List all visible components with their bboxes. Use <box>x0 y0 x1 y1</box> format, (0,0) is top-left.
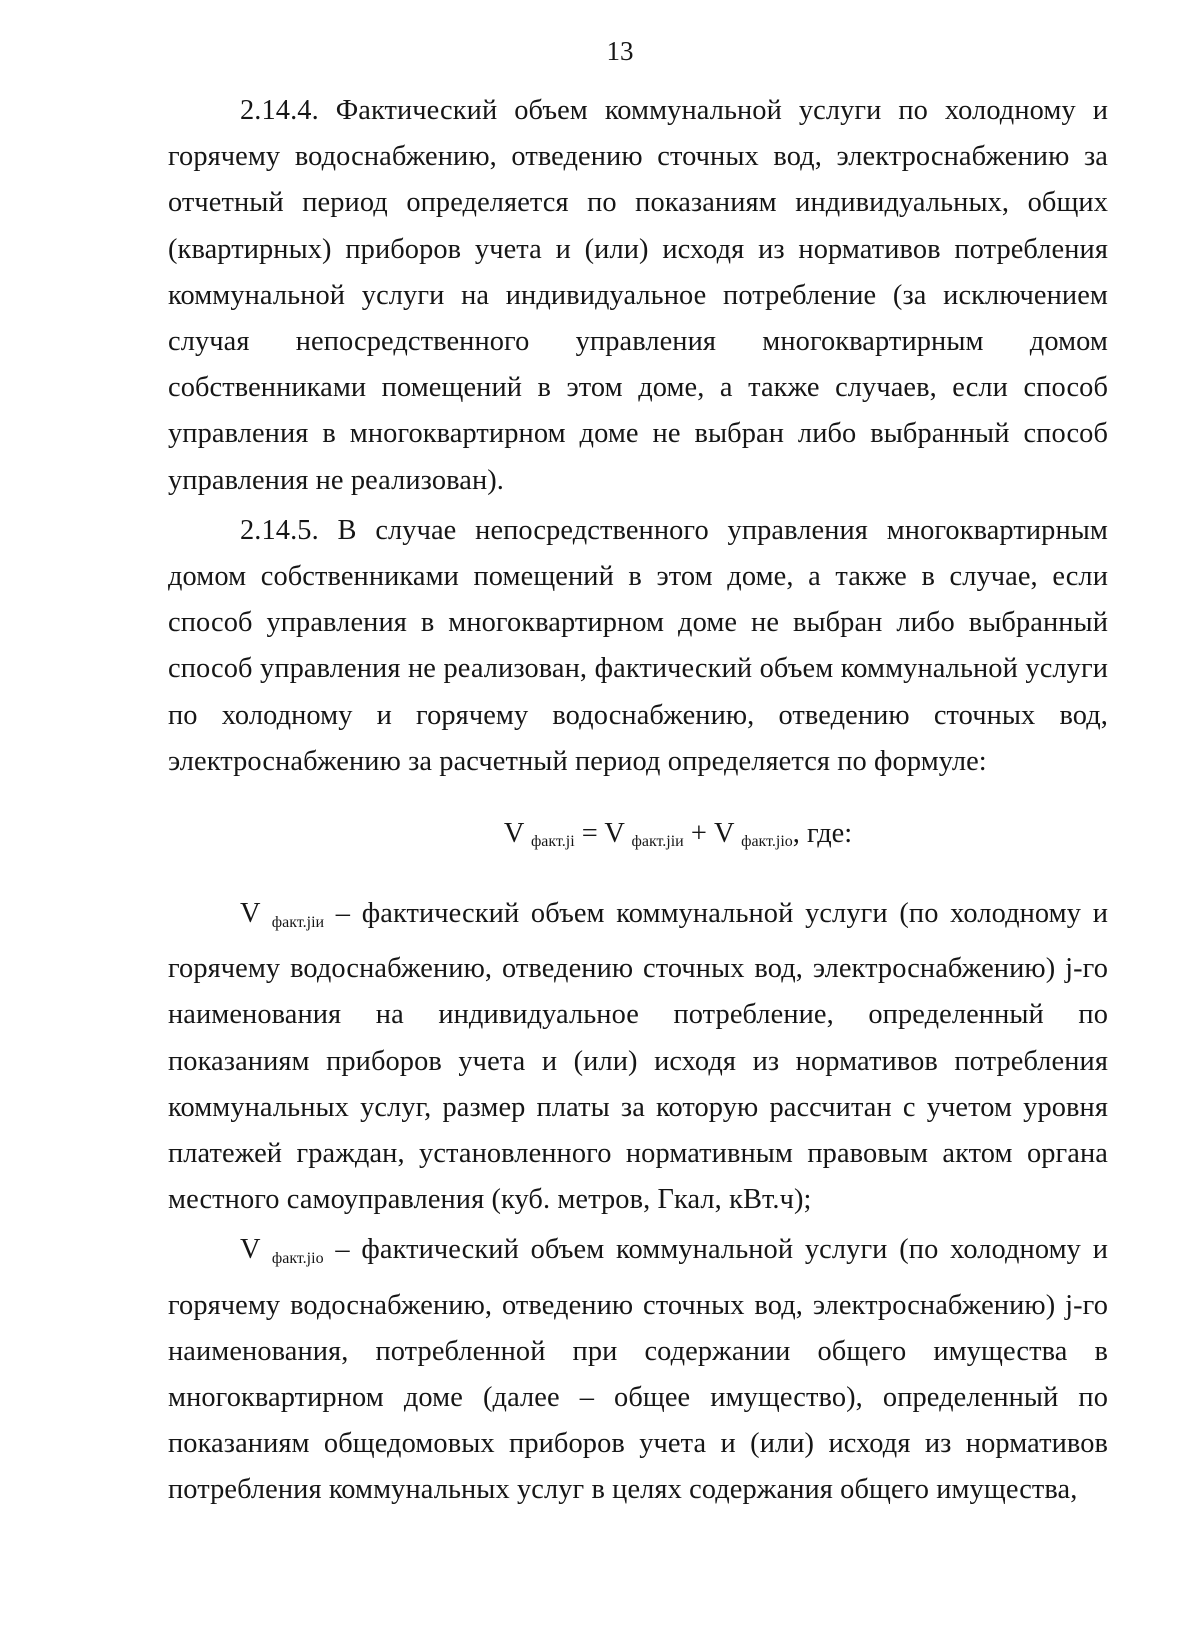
definition-v-fakt-jii <box>168 891 1108 1223</box>
definition-v-fakt-jio <box>168 1227 1108 1513</box>
formula-plus-sign: + <box>683 818 714 850</box>
formula-term1-symbol: V <box>604 818 625 850</box>
definition-text: – фактический объем коммунальной услуги (по холодному и горячему водоснабжению, отведению сточных вод, электроснабжению) j-го наименования, потребленной при содержании общего имущества в многоквартирном доме (далее – общее имущество), определенный по показаниям общедомовых приборов учета и (или) исходя из нормативов потребления коммунальных услуг в целях содержания общего имущества, <box>168 1234 1109 1506</box>
formula-term1-subscript: факт.jiи <box>631 833 684 851</box>
formula-term2-subscript: факт.jiо <box>741 833 793 851</box>
definition-term <box>240 1234 324 1268</box>
definition-symbol: V <box>240 898 261 930</box>
formula <box>168 811 1108 865</box>
definition-text: – фактический объем коммунальной услуги (по холодному и горячему водоснабжению, отведению сточных вод, электроснабжению) j-го наименования на индивидуальное потребление, определенный по показаниям приборов учета и (или) исходя из нормативов потребления коммунальных услуг, размер платы за которую рассчитан с учетом уровня платежей граждан, установленного нормативным правовым актом органа местного самоуправления (куб. метров, Гкал, кВт.ч); <box>168 898 1109 1216</box>
definition-symbol: V <box>240 1234 261 1266</box>
formula-lhs-subscript: факт.ji <box>530 833 575 851</box>
document-body <box>168 88 1108 1514</box>
formula-term2-symbol: V <box>713 818 734 850</box>
formula-lhs-symbol: V <box>503 818 524 850</box>
formula-equals-sign: = <box>574 818 605 850</box>
paragraph-2-14-5: 2.14.5. В случае непосредственного управления многоквартирным домом собственниками помещений в этом доме, а также в случае, если способ управления в многоквартирном доме не выбран либо выбранный способ управления не реализован, фактический объем коммунальной услуги по холодному и горячему водоснабжению, отведению сточных вод, электроснабжению за расчетный период определяется по формуле: <box>168 514 1108 777</box>
formula-suffix: , где: <box>792 818 853 850</box>
paragraph-2-14-4: 2.14.4. Фактический объем коммунальной услуги по холодному и горячему водоснабжению, отведению сточных вод, электроснабжению за отчетный период определяется по показаниям индивидуальных, общих (квартирных) приборов учета и (или) исходя из нормативов потребления коммунальной услуги на индивидуальное потребление (за исключением случая непосредственного управления многоквартирным домом собственниками помещений в этом доме, а также случаев, если способ управления в многоквартирном доме не выбран либо выбранный способ управления не реализован). <box>168 95 1108 496</box>
definition-subscript: факт.jiо <box>271 1250 324 1268</box>
definition-subscript: факт.jiи <box>271 914 325 932</box>
page-number: 13 <box>606 36 634 66</box>
definition-term <box>240 898 325 932</box>
